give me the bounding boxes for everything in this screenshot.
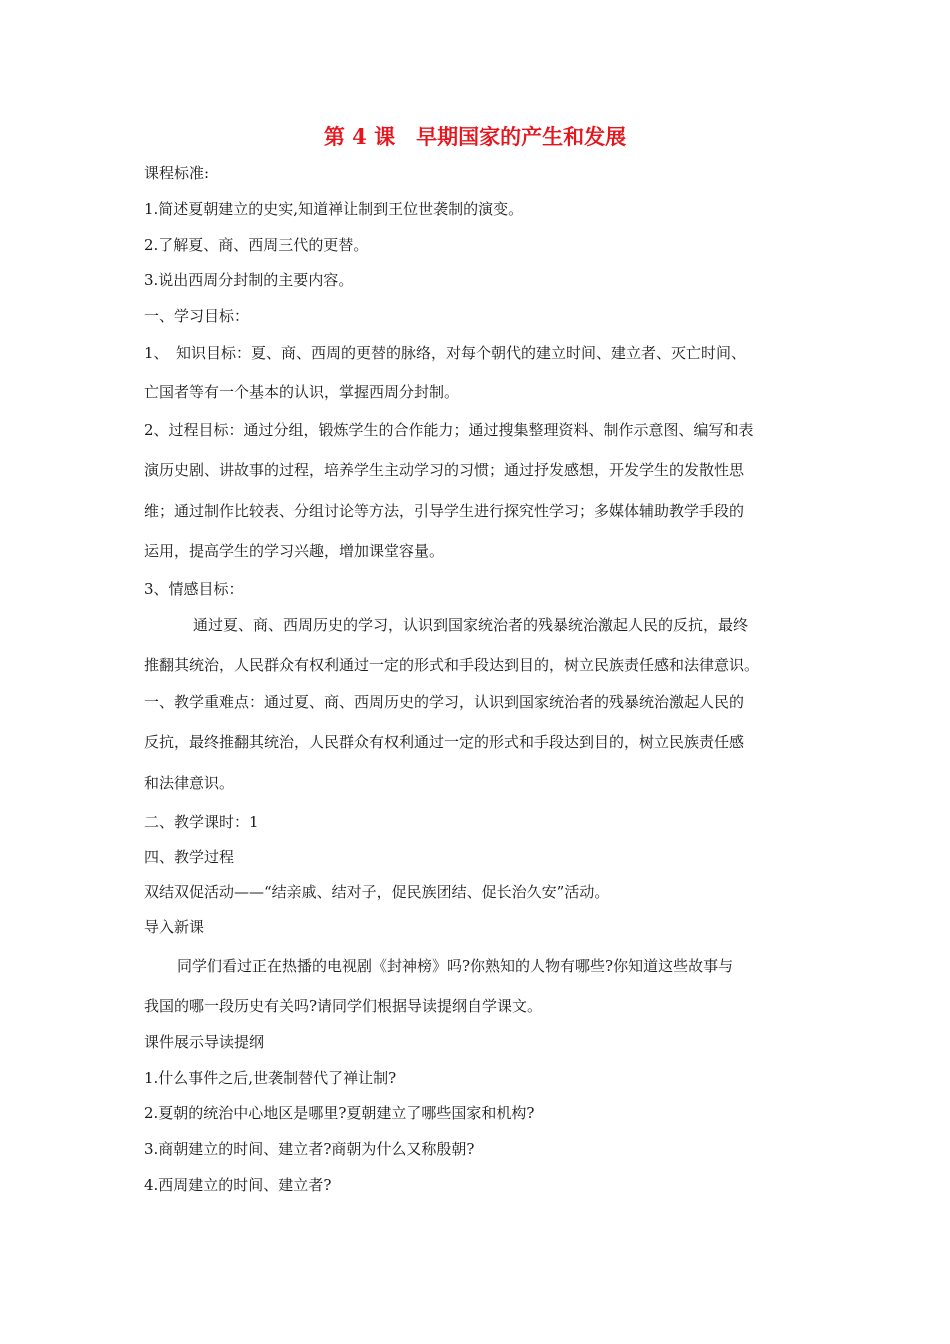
paragraph-line: 和法律意识。 (144, 774, 235, 792)
section-heading-learning-goals: 一、学习目标： (144, 307, 250, 325)
paragraph-line: 通过夏、商、西周历史的学习，认识到国家统治者的残暴统治激起人民的反抗，最终 (193, 616, 749, 634)
paragraph-line: 我国的哪一段历史有关吗?请同学们根据导读提纲自学课文。 (144, 997, 543, 1015)
paragraph-line: 双结双促活动——“结亲戚、结对子，促民族团结、促长治久安”活动。 (144, 883, 610, 901)
paragraph-line: 亡国者等有一个基本的认识，掌握西周分封制。 (144, 383, 460, 401)
section-heading-class-hours: 二、教学课时：1 (144, 813, 259, 831)
outline-question-2: 2.夏朝的统治中心地区是哪里?夏朝建立了哪些国家和机构? (144, 1104, 535, 1122)
standard-item-1: 1.简述夏朝建立的史实,知道禅让制到王位世袭制的演变。 (144, 200, 524, 218)
outline-question-1: 1.什么事件之后,世袭制替代了禅让制? (144, 1069, 397, 1087)
paragraph-line: 一、教学重难点：通过夏、商、西周历史的学习，认识到国家统治者的残暴统治激起人民的 (144, 693, 745, 711)
document-title: 第 4 课 早期国家的产生和发展 (323, 124, 627, 149)
paragraph-line: 1、 知识目标：夏、商、西周的更替的脉络，对每个朝代的建立时间、建立者、灭亡时间、 (144, 344, 747, 362)
section-heading-curriculum-standard: 课程标准: (144, 164, 210, 182)
paragraph-line: 反抗，最终推翻其统治，人民群众有权利通过一定的形式和手段达到目的，树立民族责任感 (144, 733, 745, 751)
standard-item-2: 2.了解夏、商、西周三代的更替。 (144, 236, 369, 254)
paragraph-line: 3、情感目标： (144, 580, 244, 598)
section-heading-reading-outline: 课件展示导读提纲 (144, 1033, 265, 1051)
section-heading-teaching-process: 四、教学过程 (144, 848, 235, 866)
paragraph-line: 同学们看过正在热播的电视剧《封神榜》吗?你熟知的人物有哪些?你知道这些故事与 (177, 957, 734, 975)
section-heading-intro: 导入新课 (144, 918, 205, 936)
paragraph-line: 维；通过制作比较表、分组讨论等方法，引导学生进行探究性学习；多媒体辅助教学手段的 (144, 502, 745, 520)
paragraph-line: 2、过程目标：通过分组，锻炼学生的合作能力；通过搜集整理资料、制作示意图、编写和表 (144, 421, 754, 439)
outline-question-4: 4.西周建立的时间、建立者? (144, 1176, 332, 1194)
standard-item-3: 3.说出西周分封制的主要内容。 (144, 271, 354, 289)
paragraph-line: 推翻其统治，人民群众有权利通过一定的形式和手段达到目的，树立民族责任感和法律意识。 (144, 656, 760, 674)
paragraph-line: 运用，提高学生的学习兴趣，增加课堂容量。 (144, 542, 445, 560)
paragraph-line: 演历史剧、讲故事的过程，培养学生主动学习的习惯；通过抒发感想，开发学生的发散性思 (144, 461, 745, 479)
outline-question-3: 3.商朝建立的时间、建立者?商朝为什么又称殷朝? (144, 1140, 475, 1158)
